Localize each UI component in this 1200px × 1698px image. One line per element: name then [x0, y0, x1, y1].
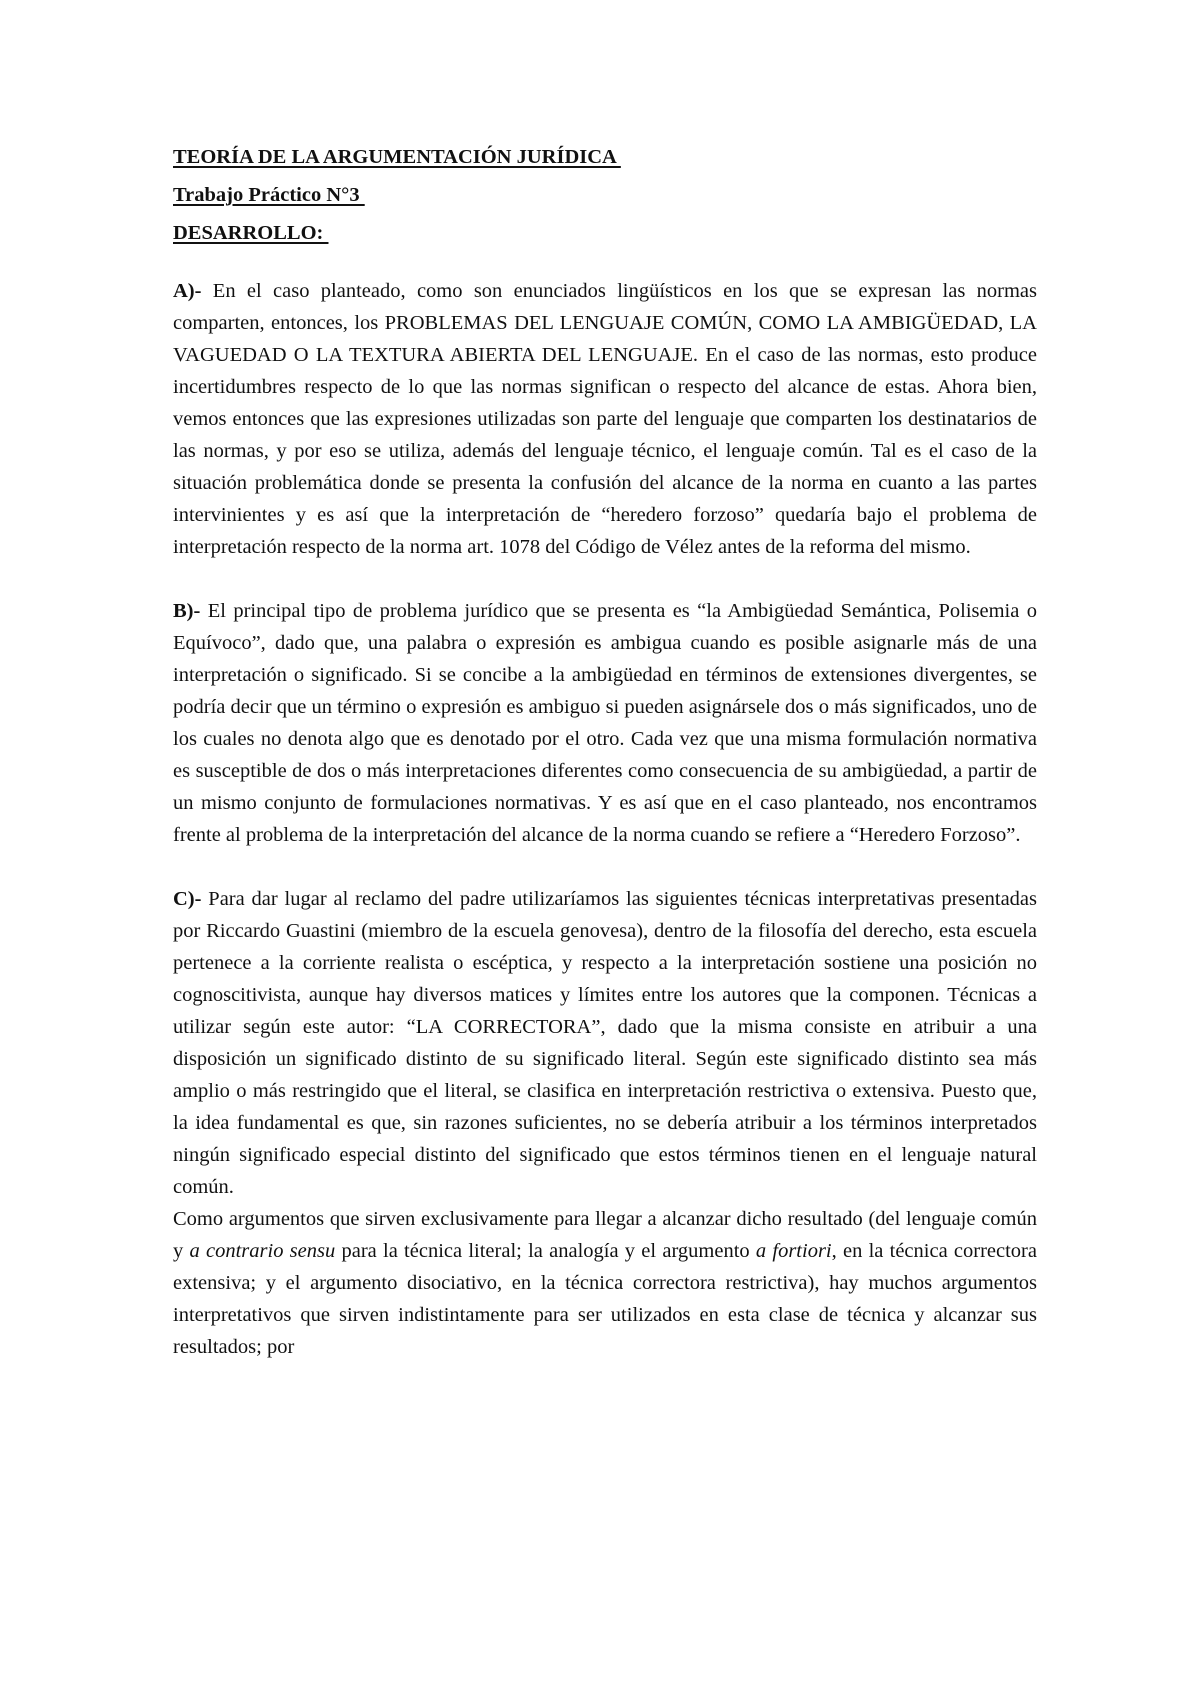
document-body	[173, 141, 1037, 1363]
section-heading: DESARROLLO:	[173, 222, 329, 244]
paragraph-a	[173, 275, 1037, 563]
paragraph-c2-italic-1: a contrario sensu	[189, 1240, 336, 1262]
paragraph-c2-italic-2: a fortiori	[755, 1240, 832, 1262]
paragraph-b-label: B)-	[173, 600, 201, 622]
document-title: TEORÍA DE LA ARGUMENTACIÓN JURÍDICA	[173, 146, 621, 168]
paragraph-b-text: El principal tipo de problema jurídico que se presenta es “la Ambigüedad Semántica, Polisemia o Equívoco”, dado que, una palabra o expresión es ambigua cuando es posible asignarle más de una interpretación o significado. Si se concibe a la ambigüedad en términos de extensiones divergentes, se podría decir que un término o expresión es ambiguo si pueden asignársele dos o más significados, uno de los cuales no denota algo que es denotado por el otro. Cada vez que una misma formulación normativa es susceptible de dos o más interpretaciones diferentes como consecuencia de su ambigüedad, a partir de un mismo conjunto de formulaciones normativas. Y es así que en el caso planteado, nos encontramos frente al problema de la interpretación del alcance de la norma cuando se refiere a “Heredero Forzoso”.	[173, 600, 1037, 846]
paragraph-c2-text-1: Como argumentos que sirven exclusivamente para llegar a alcanzar dicho resultado (del lenguaje común y	[173, 1208, 1037, 1262]
paragraph-c	[173, 883, 1037, 1203]
paragraph-c2-text-3: , en la técnica correctora extensiva; y el argumento disociativo, en la técnica correctora restrictiva), hay muchos argumentos interpretativos que sirven indistintamente para ser utilizados en esta clase de técnica y alcanzar sus resultados; por	[173, 1240, 1037, 1358]
paragraph-c-label: C)-	[173, 888, 202, 910]
paragraph-c-text: Para dar lugar al reclamo del padre utilizaríamos las siguientes técnicas interpretativas presentadas por Riccardo Guastini (miembro de la escuela genovesa), dentro de la filosofía del derecho, esta escuela pertenece a la corriente realista o escéptica, y respecto a la interpretación sostiene una posición no cognoscitivista, aunque hay diversos matices y límites entre los autores que la componen. Técnicas a utilizar según este autor: “LA CORRECTORA”, dado que la misma consiste en atribuir a una disposición un significado distinto de su significado literal. Según este significado distinto sea más amplio o más restringido que el literal, se clasifica en interpretación restrictiva o extensiva. Puesto que, la idea fundamental es que, sin razones suficientes, no se debería atribuir a los términos interpretados ningún significado especial distinto del significado que estos términos tienen en el lenguaje natural común.	[173, 888, 1037, 1198]
paragraph-a-label: A)-	[173, 280, 202, 302]
paragraph-c2-text-2: para la técnica literal; la analogía y el argumento	[335, 1240, 756, 1262]
paragraph-b	[173, 595, 1037, 851]
document-subtitle: Trabajo Práctico N°3	[173, 184, 365, 206]
paragraph-a-text: En el caso planteado, como son enunciados lingüísticos en los que se expresan las normas comparten, entonces, los PROBLEMAS DEL LENGUAJE COMÚN, COMO LA AMBIGÜEDAD, LA VAGUEDAD O LA TEXTURA ABIERTA DEL LENGUAJE. En el caso de las normas, esto produce incertidumbres respecto de lo que las normas significan o respecto del alcance de estas. Ahora bien, vemos entonces que las expresiones utilizadas son parte del lenguaje que comparten los destinatarios de las normas, y por eso se utiliza, además del lenguaje técnico, el lenguaje común. Tal es el caso de la situación problemática donde se presenta la confusión del alcance de la norma en cuanto a las partes intervinientes y es así que la interpretación de “heredero forzoso” quedaría bajo el problema de interpretación respecto de la norma art. 1078 del Código de Vélez antes de la reforma del mismo.	[173, 280, 1037, 558]
paragraph-c-continued	[173, 1203, 1037, 1363]
